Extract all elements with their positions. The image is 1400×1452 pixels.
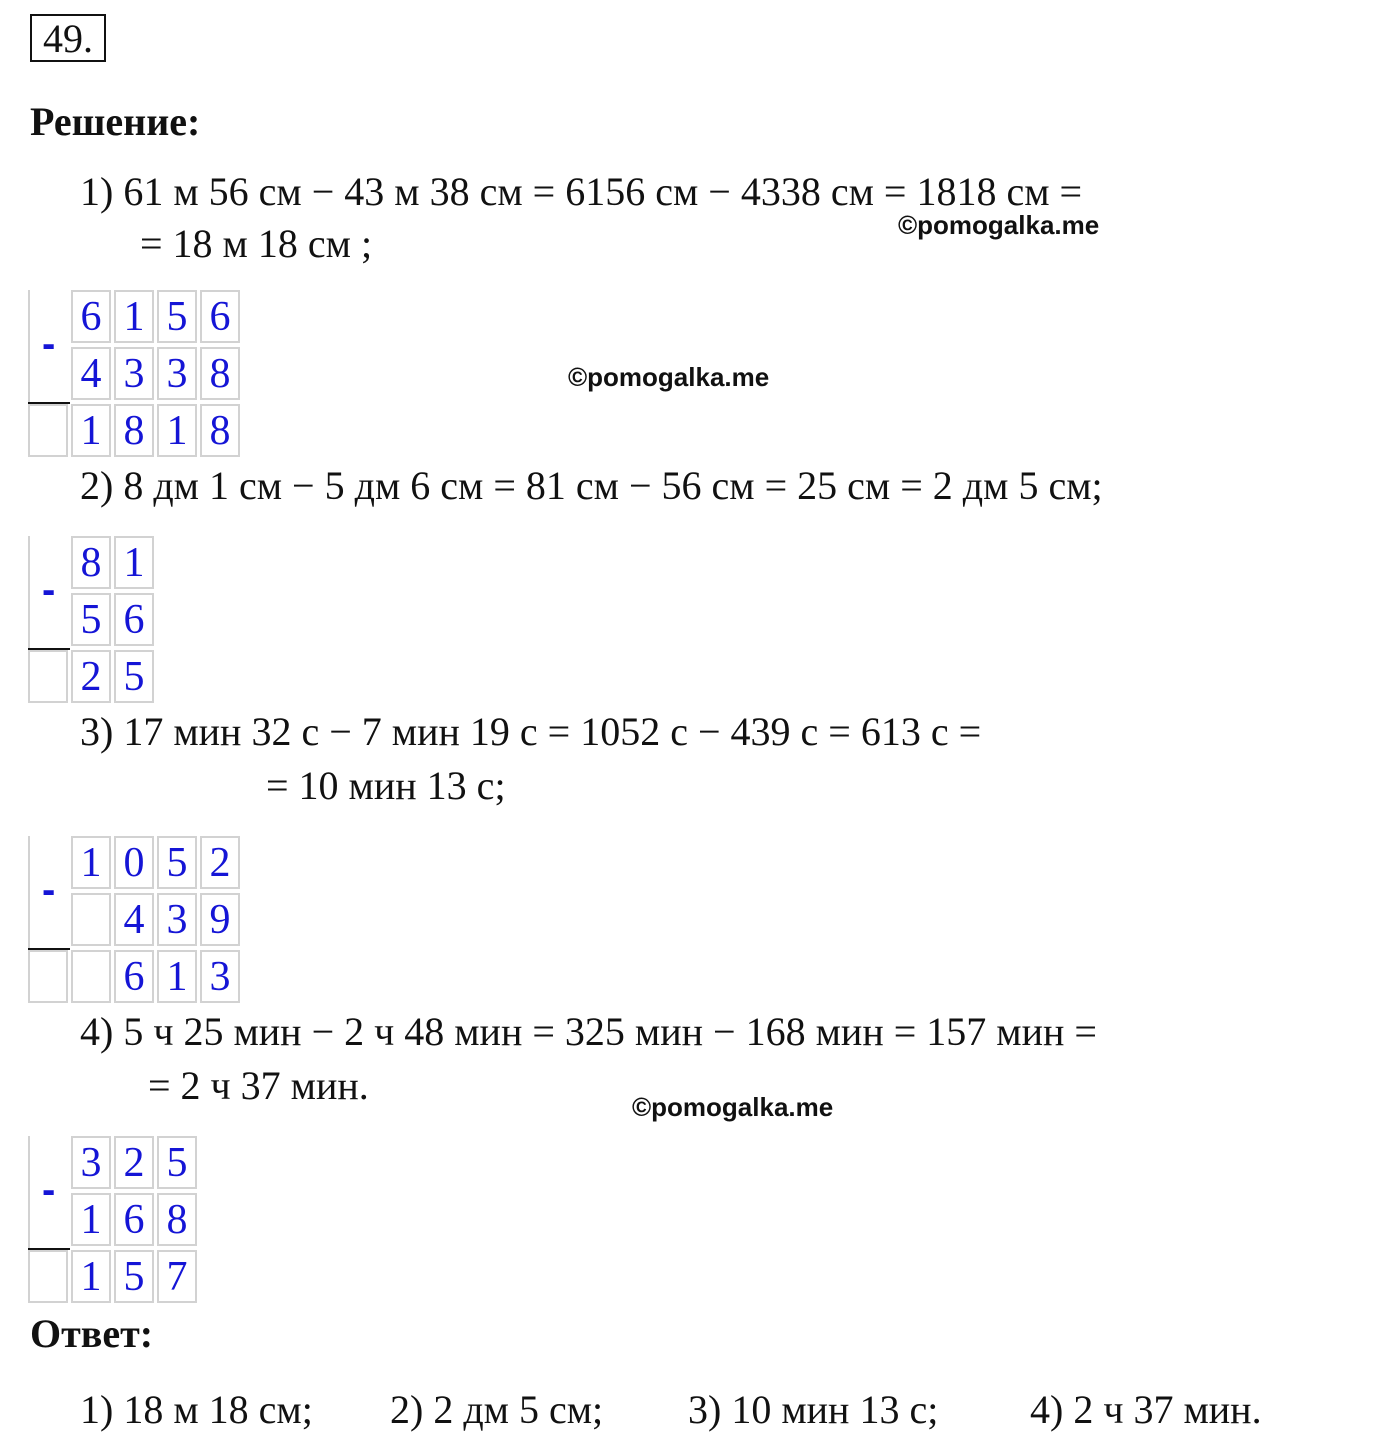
digit-cell: 3	[71, 1136, 111, 1189]
minus-sign: -	[42, 1168, 56, 1212]
grid-border	[28, 1136, 30, 1250]
watermark: ©pomogalka.me	[898, 210, 1100, 240]
digit-cell: 3	[157, 347, 197, 400]
step-4-line-1: 4) 5 ч 25 мин − 2 ч 48 мин = 325 мин − 168 мин = 157 мин =	[80, 1009, 1097, 1054]
task-number: 49.	[30, 14, 106, 62]
answer-heading: Ответ:	[30, 1311, 154, 1356]
digit-cell: 5	[157, 836, 197, 889]
digit-cell: 5	[157, 290, 197, 343]
digit-cell: 3	[200, 950, 240, 1003]
step-3-line-1: 3) 17 мин 32 с − 7 мин 19 с = 1052 с − 439 с = 613 с =	[80, 709, 982, 754]
digit-cell: 6	[71, 290, 111, 343]
digit-cell: 2	[114, 1136, 154, 1189]
sign-cell	[28, 1250, 68, 1303]
digit-cell: 3	[114, 347, 154, 400]
digit-cell: 1	[71, 1193, 111, 1246]
step-2-line-1: 2) 8 дм 1 см − 5 дм 6 см = 81 см − 56 см = 25 см = 2 дм 5 см;	[80, 463, 1103, 508]
digit-cell: 1	[114, 536, 154, 589]
grid-border	[28, 536, 30, 650]
minus-sign: -	[42, 322, 56, 366]
digit-cell: 8	[114, 404, 154, 457]
sign-cell	[28, 650, 68, 703]
step-3-line-2: = 10 мин 13 с;	[266, 763, 506, 808]
digit-cell: 5	[157, 1136, 197, 1189]
answer-4: 4) 2 ч 37 мин.	[1030, 1387, 1262, 1432]
grid-border	[28, 290, 30, 404]
digit-cell: 8	[157, 1193, 197, 1246]
solution-heading: Решение:	[30, 99, 201, 144]
step-1-line-1: 1) 61 м 56 см − 43 м 38 см = 6156 см − 4338 см = 1818 см =	[80, 169, 1083, 214]
sign-cell	[28, 404, 68, 457]
digit-cell: 8	[71, 536, 111, 589]
step-4-line-2: = 2 ч 37 мин.	[148, 1063, 369, 1108]
digit-cell: 5	[114, 1250, 154, 1303]
subtraction-line	[28, 1248, 70, 1250]
digit-cell: 6	[114, 950, 154, 1003]
digit-cell: 1	[157, 404, 197, 457]
digit-cell: 4	[114, 893, 154, 946]
digit-cell: 5	[71, 593, 111, 646]
grid-border	[28, 836, 30, 950]
digit-cell: 2	[71, 650, 111, 703]
digit-cell: 6	[114, 593, 154, 646]
minus-sign: -	[42, 568, 56, 612]
watermark: ©pomogalka.me	[568, 362, 770, 392]
digit-cell: 7	[157, 1250, 197, 1303]
digit-cell: 1	[71, 404, 111, 457]
digit-cell: 5	[114, 650, 154, 703]
answer-1: 1) 18 м 18 см;	[80, 1387, 313, 1432]
digit-cell: 1	[71, 1250, 111, 1303]
digit-cell	[71, 893, 111, 946]
sign-cell	[28, 950, 68, 1003]
watermark: ©pomogalka.me	[632, 1092, 834, 1122]
digit-cell: 8	[200, 404, 240, 457]
digit-cell: 4	[71, 347, 111, 400]
digit-cell: 6	[114, 1193, 154, 1246]
subtraction-line	[28, 948, 70, 950]
digit-cell: 1	[71, 836, 111, 889]
subtraction-line	[28, 402, 70, 404]
digit-cell: 6	[200, 290, 240, 343]
answer-3: 3) 10 мин 13 с;	[688, 1387, 939, 1432]
subtraction-line	[28, 648, 70, 650]
minus-sign: -	[42, 868, 56, 912]
digit-cell: 1	[114, 290, 154, 343]
answer-2: 2) 2 дм 5 см;	[390, 1387, 604, 1432]
digit-cell: 1	[157, 950, 197, 1003]
digit-cell: 8	[200, 347, 240, 400]
digit-cell: 9	[200, 893, 240, 946]
digit-cell: 0	[114, 836, 154, 889]
digit-cell: 2	[200, 836, 240, 889]
digit-cell	[71, 950, 111, 1003]
digit-cell: 3	[157, 893, 197, 946]
step-1-line-2: = 18 м 18 см ;	[140, 221, 373, 266]
